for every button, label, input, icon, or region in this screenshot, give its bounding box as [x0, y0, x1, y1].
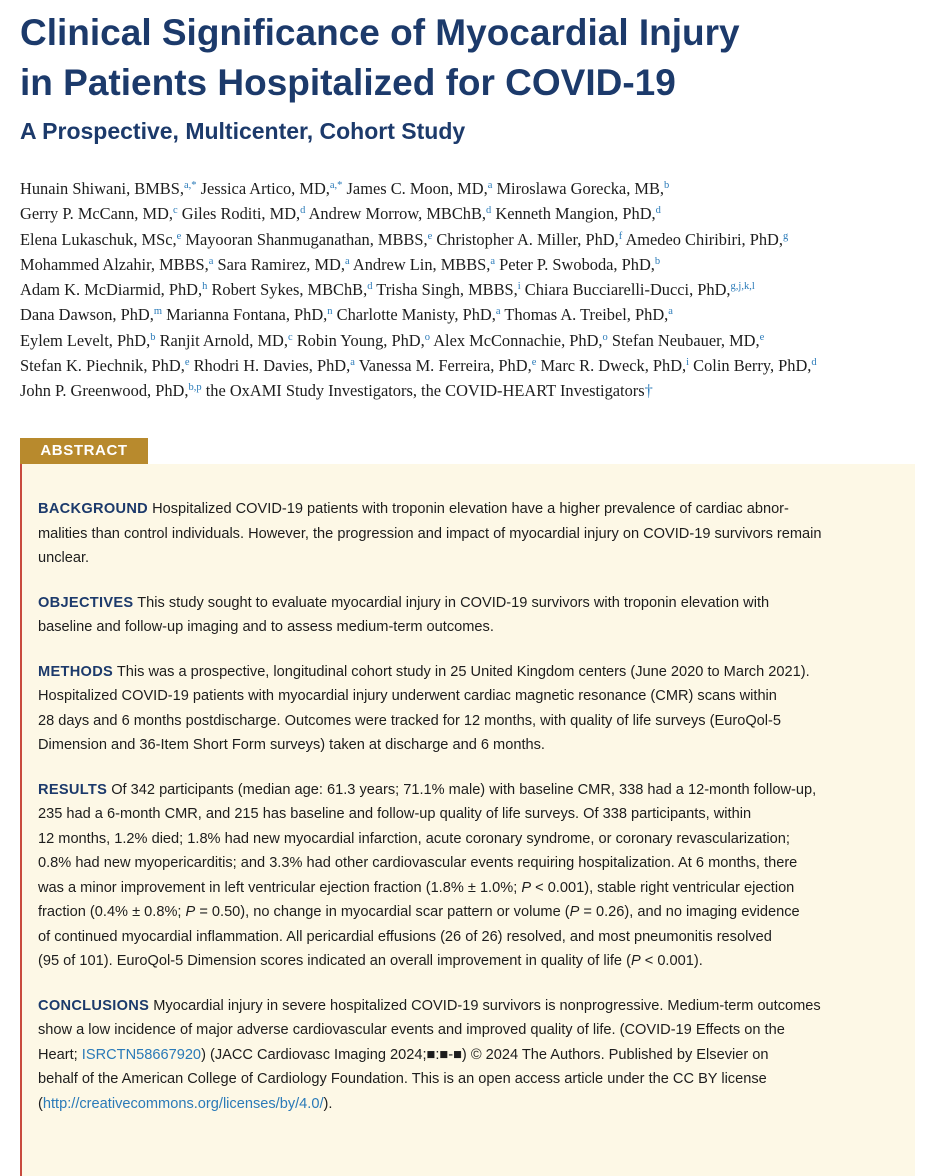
affiliation-mark[interactable]: b — [150, 331, 156, 343]
affiliation-mark[interactable]: a — [208, 255, 214, 267]
section-heading: RESULTS — [38, 781, 108, 798]
dagger-footnote-mark[interactable]: † — [644, 381, 653, 401]
author-list — [20, 176, 930, 404]
author: Kenneth Mangion, PhD, — [495, 204, 656, 224]
author: Giles Roditi, MD, — [181, 204, 301, 224]
affiliation-mark[interactable]: a — [490, 255, 496, 267]
article-title — [20, 8, 920, 108]
section-heading: BACKGROUND — [38, 501, 149, 517]
author: John P. Greenwood, PhD, — [20, 381, 189, 401]
title-line-2: in Patients Hospitalized for COVID-19 — [20, 62, 676, 103]
affiliation-mark[interactable]: d — [300, 205, 306, 217]
affiliation-mark[interactable]: b — [664, 180, 670, 191]
section-heading: METHODS — [38, 663, 114, 680]
author: Jessica Artico, MD, — [200, 179, 330, 198]
affiliation-mark[interactable]: a,* — [329, 180, 343, 191]
author: Amedeo Chiribiri, PhD, — [625, 229, 783, 249]
author: Marc R. Dweck, PhD, — [540, 356, 687, 376]
abstract-results: RESULTS Of 342 participants (median age: 61.3 years; 71.1% male) with baseline CMR, 338 had a 12-month follow-up, 235 had a 6-month CMR, and 215 has baseline and follow-up quality of life surveys. Of 338 participants, within 12 months, 1.2% died; 1.8% had new myocardial infarction, acute coronary syndrome, or coronary revascularization; 0.8% had new myopericarditis; and 3.3% had other cardiovascular events requiring hospitalization. At 6 months, there was a minor improvement in left ventricular ejection fraction (1.8% ± 1.0%; P < 0.001), stable right ventricular ejection fraction (0.4% ± 0.8%; P = 0.50), no change in myocardial scar pattern or volume (P = 0.26), and no imaging evidence of continued myocardial inflammation. All pericardial effusions (26 of 26) resolved, and most pneumonitis resolved (95 of 101). EuroQol-5 Dimension scores indicated an overall improvement in quality of life (P < 0.001). — [38, 781, 817, 969]
affiliation-mark[interactable]: i — [686, 357, 690, 369]
author: Elena Lukaschuk, MSc, — [20, 229, 177, 249]
affiliation-mark[interactable]: a — [344, 255, 350, 267]
author: Mayooran Shanmuganathan, MBBS, — [185, 229, 428, 249]
affiliation-mark[interactable]: a — [668, 306, 673, 318]
affiliation-mark[interactable]: g — [782, 230, 789, 242]
author: Trisha Singh, MBBS, — [376, 280, 518, 300]
section-heading: CONCLUSIONS — [38, 997, 150, 1014]
author: the OxAMI Study Investigators, the COVID-HEART Investigators — [205, 381, 645, 401]
affiliation-mark[interactable]: a — [495, 306, 501, 318]
author-line — [20, 227, 930, 252]
affiliation-mark[interactable]: b — [654, 255, 661, 267]
author: Sara Ramirez, MD, — [217, 254, 345, 274]
affiliation-mark[interactable]: e — [184, 357, 190, 369]
affiliation-mark[interactable]: o — [602, 331, 608, 343]
author: Gerry P. McCann, MD, — [20, 204, 173, 224]
affiliation-mark[interactable]: e — [531, 357, 537, 369]
affiliation-mark[interactable]: g,j,k,l — [730, 281, 755, 293]
article-subtitle: A Prospective, Multicenter, Cohort Study — [20, 118, 466, 144]
abstract-methods: METHODS This was a prospective, longitudinal cohort study in 25 United Kingdom centers (June 2020 to March 2021). Hospitalized COVID-19 patients with myocardial injury underwent cardiac magnetic resonance (CMR) scans within 28 days and 6 months postdischarge. Outcomes were tracked for 12 months, with quality of life surveys (EuroQol-5 Dimension and 36-Item Short Form surveys) taken at discharge and 6 months. — [38, 663, 810, 753]
abstract-objectives: OBJECTIVES This study sought to evaluate myocardial injury in COVID-19 survivors with troponin elevation with baseline and follow-up imaging and to assess medium-term outcomes. — [38, 594, 770, 635]
author: Vanessa M. Ferreira, PhD, — [358, 356, 532, 376]
author: James C. Moon, MD, — [346, 179, 488, 198]
author: Colin Berry, PhD, — [693, 356, 812, 376]
author: Alex McConnachie, PhD, — [433, 330, 603, 350]
author: Peter P. Swoboda, PhD, — [499, 254, 655, 274]
abstract-background: BACKGROUND Hospitalized COVID-19 patients with troponin elevation have a higher prevalence of cardiac abnor- malities than control individuals. However, the progression and impact of myocardial injury on COVID-19 survivors remain unclear. — [38, 501, 822, 566]
author: Chiara Bucciarelli-Ducci, PhD, — [524, 280, 731, 300]
affiliation-mark[interactable]: d — [655, 205, 661, 217]
author: Stefan Neubauer, MD, — [611, 330, 760, 350]
author: Ranjit Arnold, MD, — [159, 330, 288, 350]
affiliation-mark[interactable]: f — [618, 230, 623, 242]
abstract-conclusions: CONCLUSIONS Myocardial injury in severe hospitalized COVID-19 survivors is nonprogressive. Medium-term outcomes show a low incidence of major adverse cardiovascular events and improved quality of life. (COVID-19 Effects on the Heart; ISRCTN58667920) (JACC Cardiovasc Imaging 2024;■:■-■) © 2024 The Authors. Published by Elsevier on behalf of the American College of Cardiology Foundation. This is an open access article under the CC BY license (http://creativecommons.org/licenses/by/4.0/). — [38, 997, 821, 1112]
author: Robin Young, PhD, — [296, 330, 425, 350]
author: Robert Sykes, MBChB, — [211, 280, 368, 300]
affiliation-mark[interactable]: d — [367, 281, 373, 293]
author: Andrew Lin, MBBS, — [352, 254, 491, 274]
affiliation-mark[interactable]: m — [153, 306, 163, 318]
affiliation-mark[interactable]: i — [517, 281, 521, 293]
registry-link[interactable]: ISRCTN58667920 — [81, 1046, 202, 1063]
author: Eylem Levelt, PhD, — [20, 330, 151, 350]
author-line — [20, 328, 930, 353]
title-line-1: Clinical Significance of Myocardial Injury — [20, 12, 740, 53]
author: Charlotte Manisty, PhD, — [336, 305, 496, 325]
author-line — [20, 252, 930, 277]
affiliation-mark[interactable]: e — [759, 331, 765, 343]
abstract-tab: ABSTRACT — [20, 438, 148, 464]
license-link[interactable]: http://creativecommons.org/licenses/by/4.0/ — [42, 1095, 324, 1112]
affiliation-mark[interactable]: a,* — [183, 180, 197, 191]
author: Miroslawa Gorecka, MB, — [496, 179, 664, 198]
author: Mohammed Alzahir, MBBS, — [20, 254, 209, 274]
affiliation-mark[interactable]: c — [172, 205, 178, 217]
affiliation-mark[interactable]: n — [327, 306, 333, 318]
affiliation-mark[interactable]: o — [424, 331, 430, 343]
author-line — [20, 353, 930, 378]
affiliation-mark[interactable]: b,p — [188, 382, 202, 394]
affiliation-mark[interactable]: d — [811, 357, 817, 369]
author: Rhodri H. Davies, PhD, — [193, 356, 351, 376]
affiliation-mark[interactable]: h — [202, 281, 208, 293]
author: Marianna Fontana, PhD, — [166, 305, 328, 325]
affiliation-mark[interactable]: e — [176, 230, 182, 242]
author-line — [20, 302, 930, 327]
abstract-body — [38, 497, 900, 1136]
author: Dana Dawson, PhD, — [20, 305, 154, 325]
author-line — [20, 201, 930, 226]
author-line — [20, 378, 930, 403]
affiliation-mark[interactable]: a — [350, 357, 355, 369]
author-line — [20, 277, 930, 302]
author: Hunain Shiwani, BMBS, — [20, 179, 184, 198]
affiliation-mark[interactable]: d — [486, 205, 492, 217]
author: Thomas A. Treibel, PhD, — [504, 305, 669, 325]
affiliation-mark[interactable]: e — [427, 230, 433, 242]
author: Andrew Morrow, MBChB, — [308, 204, 487, 224]
author: Adam K. McDiarmid, PhD, — [20, 280, 203, 300]
affiliation-mark[interactable]: a — [487, 180, 493, 191]
section-heading: OBJECTIVES — [38, 594, 134, 611]
affiliation-mark[interactable]: c — [287, 331, 293, 343]
author: Stefan K. Piechnik, PhD, — [20, 356, 185, 376]
author-line — [20, 176, 930, 201]
author: Christopher A. Miller, PhD, — [436, 229, 619, 249]
